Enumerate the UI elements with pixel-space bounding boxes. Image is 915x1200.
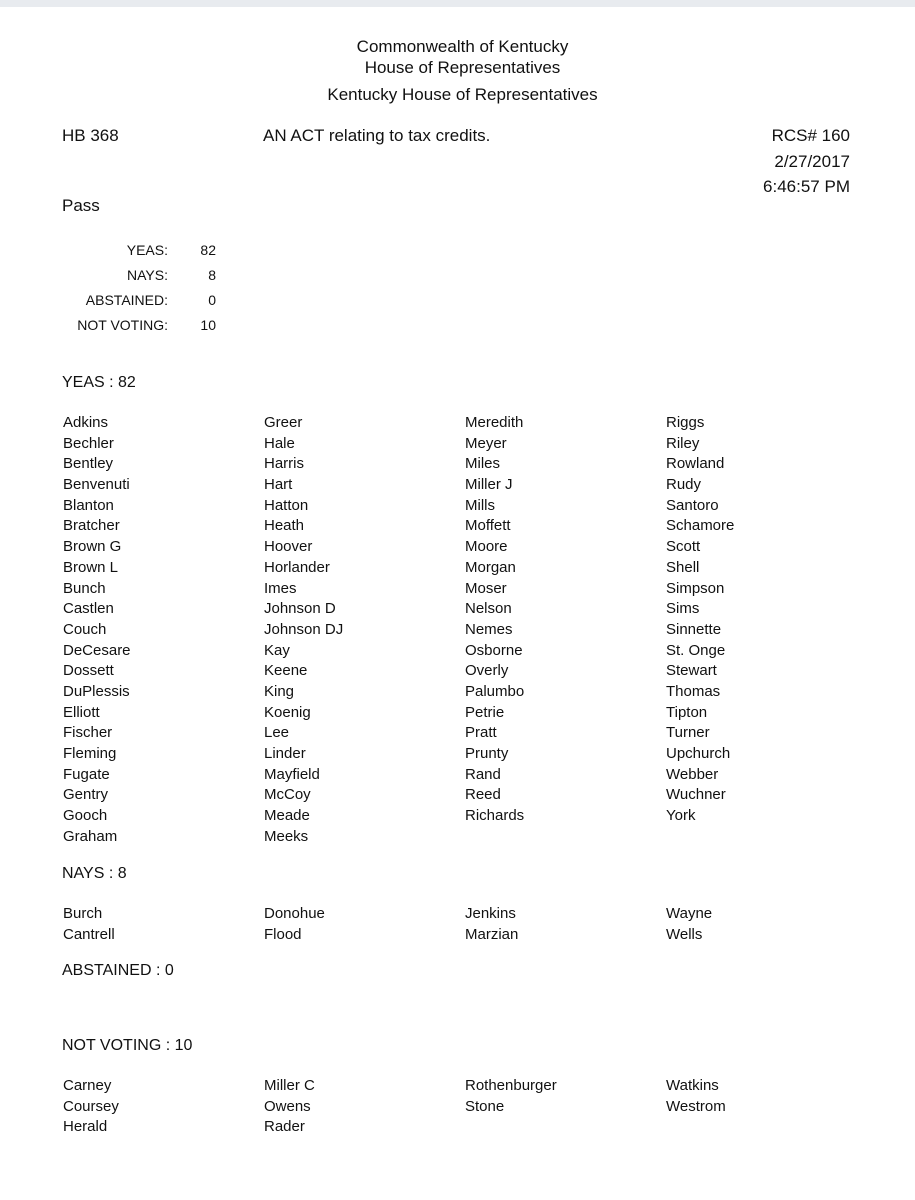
summary-value: 82 [200, 242, 216, 258]
member-name: Hoover [264, 538, 313, 556]
name-column [264, 413, 464, 847]
member-name: Fischer [63, 724, 113, 742]
member-name: Stewart [666, 662, 717, 680]
member-name: Dossett [63, 662, 114, 680]
member-name: Scott [666, 538, 701, 556]
not-voting-heading: NOT VOTING : 10 [62, 1037, 193, 1054]
name-column [264, 1076, 464, 1138]
vote-result: Pass [62, 196, 100, 215]
member-name: Linder [264, 745, 306, 762]
member-name: Burch [63, 905, 103, 922]
member-name: Blanton [63, 496, 114, 514]
member-name: Benvenuti [63, 476, 130, 494]
member-name: McCoy [264, 786, 311, 804]
member-name: York [666, 807, 696, 825]
member-name: Kay [264, 641, 290, 659]
name-column [666, 413, 866, 827]
member-name: Wayne [666, 905, 713, 922]
member-name: Prunty [465, 745, 509, 762]
member-name: Rudy [666, 476, 702, 494]
header-chamber: Kentucky House of Representatives [327, 85, 598, 104]
member-name: Bechler [63, 434, 114, 452]
member-name: Jenkins [465, 905, 516, 922]
member-name: Imes [264, 579, 297, 597]
member-name: Hart [264, 476, 293, 494]
member-name: Turner [666, 724, 710, 742]
member-name: Meade [264, 807, 310, 825]
member-name: Castlen [63, 600, 114, 618]
member-name: Moser [465, 579, 507, 597]
member-name: Miller C [264, 1077, 315, 1094]
member-name: Bratcher [63, 517, 120, 535]
member-name: Adkins [63, 414, 109, 431]
member-name: Carney [63, 1077, 112, 1094]
summary-value: 10 [200, 317, 216, 333]
name-column [666, 1076, 866, 1117]
member-name: DuPlessis [63, 682, 130, 700]
member-name: Graham [63, 827, 118, 845]
top-band [0, 0, 915, 7]
member-name: Rand [465, 765, 501, 783]
member-name: Sims [666, 600, 700, 618]
member-name: Westrom [666, 1097, 726, 1115]
member-name: Couch [63, 620, 107, 638]
bill-title: AN ACT relating to tax credits. [263, 126, 491, 145]
bill-number: HB 368 [62, 126, 119, 145]
member-name: Thomas [666, 682, 721, 700]
abstained-heading: ABSTAINED : 0 [62, 962, 174, 979]
member-name: Brown L [63, 558, 119, 576]
member-name: Watkins [666, 1077, 719, 1094]
summary-label: NOT VOTING: [77, 317, 168, 333]
member-name: Donohue [264, 905, 325, 922]
member-name: Richards [465, 807, 525, 825]
member-name: Johnson DJ [264, 620, 344, 638]
roll-call-number: RCS# 160 [771, 126, 850, 145]
member-name: Lee [264, 724, 290, 742]
member-name: Petrie [465, 703, 505, 721]
member-name: DeCesare [63, 641, 131, 659]
member-name: Upchurch [666, 745, 731, 762]
member-name: Elliott [63, 703, 100, 721]
member-name: Pratt [465, 724, 497, 742]
member-name: Moffett [465, 517, 511, 535]
header-house: House of Representatives [364, 58, 561, 77]
member-name: Fleming [63, 745, 117, 762]
member-name: Stone [465, 1097, 505, 1115]
member-name: Tipton [666, 703, 708, 721]
member-name: Miller J [465, 476, 513, 494]
member-name: Brown G [63, 538, 122, 556]
member-name: Reed [465, 786, 501, 804]
member-name: Bunch [63, 579, 106, 597]
member-name: Horlander [264, 558, 330, 576]
member-name: King [264, 682, 295, 700]
member-name: Osborne [465, 641, 523, 659]
member-name: Johnson D [264, 600, 336, 618]
member-name: Palumbo [465, 682, 525, 700]
name-column [63, 904, 263, 945]
name-column [465, 904, 665, 945]
member-name: Simpson [666, 579, 725, 597]
member-name: Webber [666, 765, 719, 783]
summary-value: 8 [208, 267, 216, 283]
member-name: Riggs [666, 414, 705, 431]
member-name: Meredith [465, 414, 524, 431]
member-name: Wuchner [666, 786, 726, 804]
summary-label: ABSTAINED: [85, 292, 168, 308]
member-name: Marzian [465, 925, 519, 943]
member-name: Riley [666, 434, 700, 452]
summary-value: 0 [208, 292, 216, 308]
name-column [666, 904, 866, 945]
vote-date: 2/27/2017 [774, 152, 850, 171]
member-name: Morgan [465, 558, 516, 576]
member-name: Wells [666, 925, 703, 943]
member-name: Fugate [63, 765, 110, 783]
member-name: Rowland [666, 455, 725, 473]
nays-heading: NAYS : 8 [62, 865, 127, 882]
member-name: Hatton [264, 496, 309, 514]
member-name: Nemes [465, 620, 513, 638]
member-name: Rothenburger [465, 1077, 557, 1094]
member-name: Miles [465, 455, 501, 473]
member-name: Owens [264, 1097, 311, 1115]
member-name: Meyer [465, 434, 507, 452]
member-name: Flood [264, 925, 302, 943]
name-column [465, 1076, 665, 1117]
yeas-heading: YEAS : 82 [62, 374, 136, 391]
member-name: Shell [666, 558, 700, 576]
member-name: Hale [264, 434, 295, 452]
summary-label: YEAS: [126, 242, 168, 258]
member-name: Mills [465, 496, 495, 514]
member-name: Nelson [465, 600, 512, 618]
member-name: Rader [264, 1118, 305, 1136]
member-name: Heath [264, 517, 305, 535]
name-column [264, 904, 464, 945]
member-name: Meeks [264, 827, 309, 845]
member-name: Sinnette [666, 620, 722, 638]
member-name: Keene [264, 662, 308, 680]
member-name: Coursey [63, 1097, 119, 1115]
member-name: Mayfield [264, 765, 320, 783]
member-name: Bentley [63, 455, 114, 473]
name-column [63, 1076, 263, 1138]
member-name: Overly [465, 662, 509, 680]
member-name: Greer [264, 414, 303, 431]
name-column [63, 413, 263, 847]
vote-time: 6:46:57 PM [763, 177, 850, 196]
member-name: Schamore [666, 517, 735, 535]
summary-label: NAYS: [127, 267, 168, 283]
member-name: Herald [63, 1118, 108, 1136]
member-name: Harris [264, 455, 304, 473]
member-name: Santoro [666, 496, 719, 514]
member-name: Moore [465, 538, 508, 556]
member-name: St. Onge [666, 641, 726, 659]
member-name: Gooch [63, 807, 108, 825]
name-column [465, 413, 665, 827]
member-name: Koenig [264, 703, 311, 721]
member-name: Cantrell [63, 925, 115, 943]
member-name: Gentry [63, 786, 109, 804]
header-commonwealth: Commonwealth of Kentucky [356, 37, 569, 56]
